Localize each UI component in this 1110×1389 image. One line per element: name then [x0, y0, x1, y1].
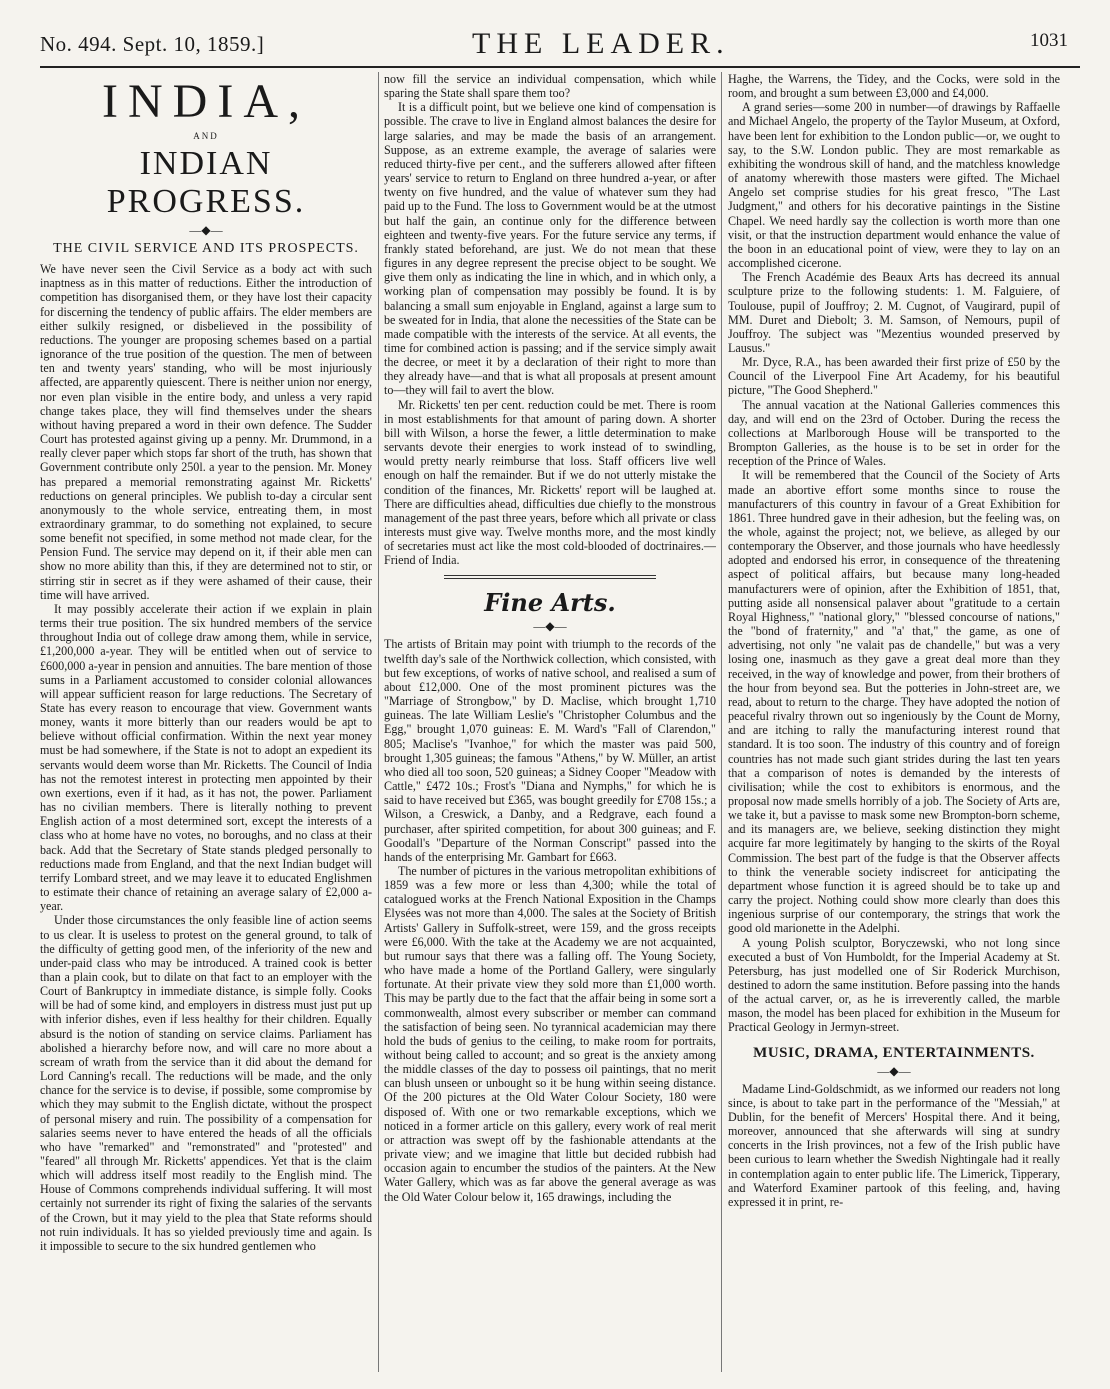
article-paragraph: We have never seen the Civil Service as a body act with such inaptness as in this matter of reductions. Either the introduction of competition has disorganised them, or they have lost their capacity for discerning the tendency of public affairs. The elder members are either sulkily resigned, or disbelieved in the possibility of reductions. The younger are proposing schemes based on a partial ignorance of the true position of the question. The men of between ten and twenty years' standing, who will be most injuriously affected, are apparently quiescent. There is neither union nor energy, nor even plan visible in the entire body, and unless a very rapid change takes place, they will find themselves under the shears without having prepared a word in their own defence. The Sudder Court has protested against giving up a penny. Mr. Drummond, in a really clever paper which stops far short of the truth, has shown that Government contribute only 250l. a year to the pension. Mr. Money has prepared a memorial remonstrating against Mr. Ricketts' reductions on general principles. We publish to-day a circular sent anonymously to the whole service, entreating them, in most extraordinary grammar, to do something not explained, to secure some benefit not specified, in some method not made clear, for the Pension Fund. The service may depend on it, if their able men can show no more ability than this, if they are determined not to stir, or stirring stir in secret as if they were ashamed of their cause, their time will have arrived. [40, 262, 372, 602]
article-paragraph: It may possibly accelerate their action if we explain in plain terms their true position. The six hundred members of the service throughout India out of college draw among them, while in service, £1,200,000 a-year. They will be entitled when out of service to £600,000 a-year in pension and annuities. The bare mention of those sums in a Parliament accustomed to consider colonial allowances will appear sufficient reason for large reductions. The Secretary of State has every reason to encourage that view. Government wants money, wants it more bitterly than our readers would be apt to believe without official confirmation. Within the next year money must be had somewhere, if the State is not to adopt an expedient its servants would deem worse than Mr. Ricketts. The Council of India has not the remotest interest in protecting men appointed by their own exertions, even if it had, as it has not, the power. Parliament has no civilian members. There is literally nothing to prevent English action of a most determined sort, except the interests of a class who at home have no votes, no boroughs, and no class at their back. Add that the Secretary of State stands pledged personally to reductions made from England, and that the next Indian budget will terrify Lombard street, and we may leave it to educated Englishmen to estimate their chance of retaining an average salary of £2,000 a-year. [40, 601, 372, 914]
fine-arts-paragraph: The annual vacation at the National Galleries commences this day, and will end on the 23rd of October. During the recess the collections at Marlborough House will be transported to the Brompton Galleries, as the house is to be set in order for the reception of the Prince of Wales. [728, 397, 1060, 469]
india-title: INDIA, [102, 75, 310, 128]
article-paragraph: Mr. Ricketts' ten per cent. reduction could be met. There is room in most establishments for that amount of paring down. A shorter bill with Wilson, a horse the fewer, a little determination to make servants devote their energies to work instead of to swindling, would pretty nearly reimburse that loss. Staff officers live well enough on half the remainder. But if we do not utterly mistake the condition of the finances, Mr. Ricketts' report will be laughed at. There are difficulties ahead, difficulties due chiefly to the monstrous management of the past three years, before which all private or class interests must give way. Twelve months more, and the most kindly of secretaries must act like the most cold-blooded of doctrinaires.—Friend of India. [384, 397, 716, 568]
fine-arts-paragraph: The French Académie des Beaux Arts has decreed its annual sculpture prize to the following students: 1. M. Falguiere, of Toulouse, pupil of Jouffroy; 2. M. Cugnot, of Vaugirard, pupil of MM. Duret and Diebolt; 3. M. Samson, of Nemours, pupil of Jouffroy. The subject was "Mezentius wounded preserved by Lausus." [728, 270, 1060, 355]
fine-arts-paragraph: A young Polish sculptor, Boryczewski, who not long since executed a bust of Von Humboldt, for the Imperial Academy at St. Petersburg, has just modelled one of Sir Roderick Murchison, destined to adorn the same institution. Before passing into the hands of the actual carver, or, as he is irreverently called, the marble mason, the model has been placed for exhibition in the Museum for Practical Geology in Jermyn-street. [728, 935, 1060, 1035]
column-1 [40, 72, 372, 1382]
article-paragraph: It is a difficult point, but we believe one kind of compensation is possible. The crave to live in England almost balances the desire for large salaries, and may be made the basis of an arrangement. Suppose, as an extreme example, the average of salaries were reduced thirty-five per cent., and the sufferers allowed after fifteen years' service to return to England on three hundred a-year, or after twenty on five hundred, and the value of whatever sum they had paid up to the Fund. The loss to Government would be at the utmost but half the gain, an continue only for the difference between eighteen and twenty-five years. For the future service any terms, if frankly stated beforehand, are just. We do not mean that these figures in any degree represent the precise object to be sought. We give them only as indicating the line in which, and in which only, a working plan of compensation may possibly be found. It is by balancing a small sum enjoyable in England, against a large sum to be sweated for in India, that alone the necessities of the State can be made compatible with the interests of the service. At all events, the time for combined action is passing; and if the service simply await the decree, or meet it by a declaration of their right to more than they already have—and that is what all proposals at present amount to—they will fail to avert the blow. [384, 100, 716, 398]
indian-progress-title: INDIAN PROGRESS. [106, 145, 306, 221]
ornament-divider: —◆— [533, 619, 567, 634]
music-drama-heading: MUSIC, DRAMA, ENTERTAINMENTS. [753, 1044, 1035, 1061]
column-2 [384, 72, 716, 1382]
civil-service-article [40, 262, 372, 1253]
ornament-divider: —◆— [189, 223, 223, 238]
ornament-divider: —◆— [877, 1063, 911, 1078]
music-paragraph: Madame Lind-Goldschmidt, as we informed our readers not long since, is about to take part in the performance of the "Messiah," at Dublin, for the benefit of Mercers' Hospital there. And it being, moreover, announced that she afterwards will sing at sundry concerts in the Irish provinces, not a few of the Irish public have been curious to learn whether the Swedish Nightingale had it really in contemplation again to enter public life. The Limerick, Tipperary, and Waterford Examiner partook of this feeling, and, having expressed it in print, re- [728, 1081, 1060, 1209]
fine-arts-paragraph: Haghe, the Warrens, the Tidey, and the Cocks, were sold in the room, and brought a sum between £3,000 and £4,000. [728, 72, 1060, 101]
civil-service-heading: THE CIVIL SERVICE AND ITS PROSPECTS. [53, 241, 359, 257]
column-3 [728, 72, 1060, 1382]
column-rule-1 [378, 72, 379, 1372]
article-paragraph: Under those circumstances the only feasible line of action seems to us clear. It is useless to protest on the general ground, to talk of the difficulty of getting good men, of the inferiority of the new and under-paid class who may be introduced. A trained cook is better than a plain cook, but to dilate on that fact to an employer with the Court of Bankruptcy in immediate distance, is simple folly. Cooks will be had of some kind, and employers in distress must just put up with inferior dishes, even if less healthy for their children. Equally absurd is the notion of standing on service claims. Parliament has abolished a hierarchy before now, and will care no more about a scream of wrath from the service than it did about the demand for Lord Canning's recall. The reductions will be made, and the only chance for the service is to devise, if possible, some compromise by which they may submit to the English dictate, without the prospect of personal misery and ruin. The possibility of a compensation for salaries seems never to have entered the heads of all the officials who have "remarked" and "remonstrated" and "protested" and "feared" all through Mr. Ricketts' appendices. Yet that is the claim which will address itself most readily to the English mind. The House of Commons comprehends individual suffering. It will most certainly not surrender its right of fixing the salaries of the servants of the Crown, but it may yield to the plea that State reforms should not ruin individuals. It has so yielded previously time and again. Is it impossible to secure to the six hundred gentlemen who [40, 913, 372, 1253]
fine-arts-title: Fine Arts. [484, 588, 616, 618]
fine-arts-paragraph: Mr. Dyce, R.A., has been awarded their first prize of £50 by the Council of the Liverpool Fine Art Academy, for his beautiful picture, "The Good Shepherd." [728, 355, 1060, 398]
fine-arts-paragraph: The artists of Britain may point with triumph to the records of the twelfth day's sale of the Northwick collection, which consisted, with but few exceptions, of works of native school, and realised a sum of about £12,000. One of the most prominent pictures was the "Marriage of Strongbow," by D. Maclise, which brought 1,710 guineas. The late William Leslie's "Christopher Columbus and the Egg," brought 1,070 guineas: E. M. Ward's "Fall of Clarendon," 805; Maclise's "Ivanhoe," for which the master was paid 500, brought 1,305 guineas; the famous "Athens," by W. Müller, an artist who died all too soon, 520 guineas; a Sidney Cooper "Meadow with Cattle," £472 10s.; Frost's "Diana and Nymphs," for which he is said to have received but £365, was bought greedily for £708 15s.; a Wilson, a Creswick, a Danby, and a Redgrave, each found a purchaser, after spirited competition, for about 300 guineas; and F. Goodall's "Departure of the Norman Conscript" passed into the hands of the enterprising Mr. Gambart for £663. [384, 637, 716, 864]
article-paragraph: now fill the service an individual compensation, which while sparing the State shall spare them too? [384, 72, 716, 101]
column-rule-2 [721, 72, 722, 1372]
section-divider [444, 575, 656, 579]
fine-arts-paragraph: A grand series—some 200 in number—of drawings by Raffaelle and Michael Angelo, the property of the Taylor Museum, at Oxford, have been lent for exhibition to the London public—or, we ought to say, to the S.W. London public. They are most remarkable as exhibiting the wondrous skill of hand, and the matchless knowledge of anatomy wherewith those masters were gifted. The Michael Angelo set comprise studies for his great fresco, "The Last Judgment," and others for his decorative paintings in the Sistine Chapel. We need hardly say the collection is worth more than one visit, or that the instruction department would enhance the value of the boon in an educational point of view, were they to lay on an accomplished cicerone. [728, 100, 1060, 271]
fine-arts-paragraph: It will be remembered that the Council of the Society of Arts made an abortive effort some months since to rouse the manufacturers of this country in favour of a Great Exhibition for 1861. Three hundred gave in their adhesion, but the feeling was, on the whole, against the project; not, we believe, as alleged by our contemporary the Observer, and those journals who have heedlessly adopted and endorsed his error, in consequence of the threatening aspect of political affairs, but because many long-headed manufacturers were of opinion, after the Exhibition of 1851, that, putting aside all nonsensical palaver about "gratitude to a certain Royal Highness," "national glory," "blessed concourse of nations," the "bond of fraternity," and "a' that," the game, as one of advertising, not only "ne valait pas de chandelle," but was a very losing one, inasmuch as they gave a great deal more than they received, in the way of knowledge and power, from their brothers of the hour from beyond sea. But the potteries in John-street are, we read, about to return to the charge. They have adopted the notion of peaceful rivalry thrown out so ingeniously by the Count de Morny, and are itching to rally the manufacturing interest round that standard. It is too soon. The industry of this country and of foreign countries has not made such giant strides during the last ten years that a comparison of notes is demanded by the interests of civilisation; while the cost to exhibitors is enormous, and the proposal now made smells horribly of a job. The Society of Arts are, we take it, but a pavisse to mask some new Brompton-born scheme, and its managers are, we believe, seeking distinction they might acquire far more legitimately by hanging to the skirts of the Royal Commission. The best part of the fudge is that the Observer affects to think the venerable society indiscreet for anticipating the department whose function it is agreed should be to take up and carry the project. Nothing could show more clearly than does this ingenious surprise of our contemporary, the strings that work the good old marionette in the Adelphi. [728, 468, 1060, 936]
masthead [40, 26, 1080, 68]
india-and: AND [193, 131, 219, 141]
newspaper-title: THE LEADER. [472, 27, 730, 60]
page-number: 1031 [1030, 30, 1068, 51]
issue-date: No. 494. Sept. 10, 1859.] [40, 32, 265, 56]
fine-arts-paragraph: The number of pictures in the various metropolitan exhibitions of 1859 was a few more or less than 4,300; while the total of catalogued works at the French National Exposition in the Champs Elysées was not more than 4,000. The sales at the Society of British Artists' Gallery in Suffolk-street, were 159, and the gross receipts were £6,000. With the take at the Academy we are not acquainted, but rumour says that there was a falling off. The Young Society, who have made a home of the Portland Gallery, were singularly fortunate. At their private view they sold more than £1,000 worth. This may be partly due to the fact that the affair being in some sort a commonwealth, almost every subscriber or member can command the satisfaction of being seen. No tyrannical academician may there hold the buds of genius to the ceiling, to make room for portraits, without being called to account; and so great is the anxiety among the middle classes of the day to possess oil paintings, that no merit can blush unseen or unbought so it be hung within seeing distance. Of the 200 pictures at the Old Water Colour Society, 180 were disposed of. With one or two remarkable exceptions, which we noticed in a former article on this gallery, every work of real merit or attraction was swept off by the fashionable attendants at the private view; and we imagine that little but decided rubbish had occasion again to encumber the studios of the painters. At the New Water Gallery, which was as far above the general average as was the Old Water Colour below it, 165 drawings, including the [384, 863, 716, 1204]
